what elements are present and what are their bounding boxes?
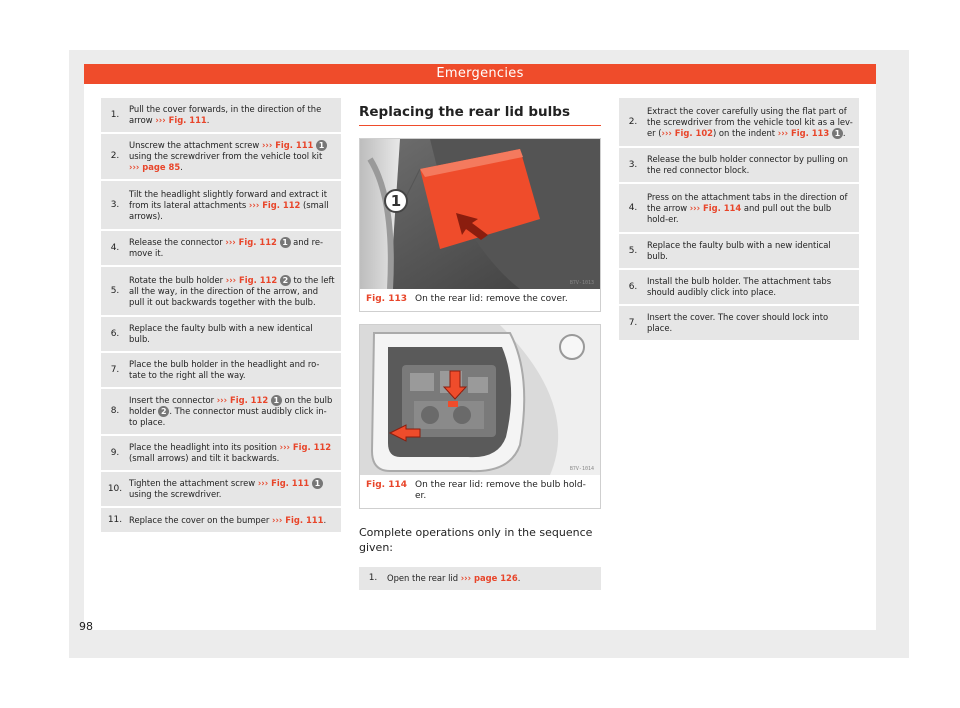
cross-reference-link[interactable]: ››› Fig. 111: [155, 115, 207, 125]
step-row: [101, 181, 341, 231]
step-text: [129, 395, 335, 428]
step-number: 9.: [110, 447, 120, 458]
step-text-part: Insert the connector: [129, 395, 217, 405]
callout-1-marker: 1: [384, 189, 408, 213]
step-text-part: .: [323, 514, 327, 525]
step-number: 6.: [110, 328, 120, 339]
chapter-header: Emergencies: [84, 64, 876, 84]
step-text-part: Release the connector: [129, 237, 226, 247]
step-text: [129, 237, 335, 259]
step-number: 5.: [628, 245, 638, 256]
callout-number-badge: 1: [271, 395, 282, 406]
cross-reference-link[interactable]: ››› Fig. 111: [272, 514, 324, 525]
left-step-list: [101, 98, 341, 534]
step-number: 10.: [107, 483, 123, 494]
step-row: [101, 436, 341, 472]
step-text-part: Unscrew the attachment screw: [129, 140, 262, 150]
step-row: [101, 389, 341, 436]
figure-code: B7V-1014: [569, 466, 594, 472]
step-text-part: Pull the cover forwards, in the direction of the arrow: [129, 104, 322, 125]
figure-114-caption: [360, 475, 600, 508]
right-step-list: [619, 98, 859, 342]
step-number: 4.: [628, 202, 638, 213]
step-text-part: Place the headlight into its position: [129, 442, 280, 452]
step-row: [619, 270, 859, 306]
step-text-part: (small arrows) and tilt it backwards.: [129, 453, 280, 463]
step-number: 1.: [368, 573, 378, 583]
step-number: 2.: [628, 116, 638, 127]
step-text: [129, 140, 335, 173]
cross-reference-link[interactable]: ››› Fig. 113: [777, 127, 830, 138]
step-row: [101, 317, 341, 353]
step-number: 11.: [107, 514, 123, 525]
step-text: [647, 192, 853, 225]
step-row: [101, 353, 341, 389]
figure-114-image: [360, 325, 600, 475]
callout-number-badge: 2: [280, 275, 291, 286]
step-text-part: Insert the cover. The cover should lock into place.: [647, 312, 829, 333]
step-text-part: Place the bulb holder in the headlight and ro-tate to the right all the way.: [129, 359, 320, 380]
step-text-part: Replace the cover on the bumper: [129, 514, 272, 525]
step-text: [647, 312, 853, 334]
step-row: [101, 98, 341, 134]
step-row: [101, 134, 341, 181]
step-row: [101, 508, 341, 534]
step-text-part: Release the bulb holder connector by pulling on the red connector block.: [647, 154, 848, 175]
figure-number: Fig. 114: [366, 480, 408, 490]
figure-114: [359, 324, 601, 509]
callout-number-badge: 1: [832, 128, 843, 139]
caption-text: On the rear lid: remove the bulb hold-er.: [415, 480, 586, 501]
step-text-part: Open the rear lid: [387, 573, 461, 583]
figure-number: Fig. 113: [366, 294, 408, 304]
section-title: Replacing the rear lid bulbs: [359, 98, 601, 126]
step-text-part: Replace the faulty bulb with a new identical bulb.: [647, 240, 831, 261]
step-row: [101, 267, 341, 317]
step-text-end: .: [517, 573, 521, 583]
figure-code: B7V-1013: [569, 280, 594, 286]
step-text-part: Tilt the headlight slightly forward and extract it from its lateral attachments: [129, 188, 328, 210]
right-column: [619, 98, 859, 342]
page-reference-link[interactable]: ››› page 126: [460, 573, 518, 583]
step-number: 5.: [110, 285, 120, 296]
cross-reference-link[interactable]: ››› Fig. 112: [225, 237, 277, 247]
page-number: 98: [79, 620, 93, 633]
step-row: [619, 184, 859, 234]
left-column: [101, 98, 341, 534]
cross-reference-link[interactable]: ››› Fig. 111: [257, 478, 310, 488]
cross-reference-link[interactable]: ››› Fig. 112: [225, 274, 278, 285]
callout-number-badge: 1: [316, 140, 327, 151]
middle-column: [359, 98, 601, 592]
step-text-part: and pull out the bulb hold-er.: [647, 202, 832, 224]
step-row: [101, 472, 341, 508]
step-text-part: Extract the cover carefully using the flat part of the screwdriver from the vehicle tool kit as a lev-er (: [647, 105, 853, 138]
step-text-part: Tighten the attachment screw: [129, 478, 258, 488]
cross-reference-link[interactable]: ››› page 85: [129, 162, 181, 172]
step-row: [619, 98, 859, 148]
step-text: [129, 104, 335, 126]
figure-113-caption: [360, 289, 600, 311]
step-text-part: Replace the faulty bulb with a new identical bulb.: [129, 323, 313, 344]
step-text: [129, 359, 335, 381]
step-text-part: .: [180, 162, 183, 172]
cross-reference-link[interactable]: ››› Fig. 102: [661, 127, 713, 138]
step-text-part: .: [206, 115, 210, 125]
step-text-part: Rotate the bulb holder: [129, 274, 226, 285]
step-text-part: ) on the indent: [712, 127, 778, 138]
step-text-part: using the screwdriver.: [129, 489, 222, 499]
step-text: [647, 154, 853, 176]
step-row: [619, 234, 859, 270]
sequence-note: Complete operations only in the sequence given:: [359, 526, 593, 554]
step-text-part: . The connector must audibly click in-to place.: [129, 406, 327, 427]
figure-113-image: [360, 139, 600, 289]
bulb-holder-illustration: [360, 325, 600, 475]
step-text: [387, 573, 595, 584]
step-text-part: Press on the attachment tabs in the direction of the arrow: [647, 191, 848, 213]
step-number: 2.: [110, 151, 120, 161]
step-row: [619, 306, 859, 342]
step-row: [619, 148, 859, 184]
step-row: [101, 231, 341, 267]
cross-reference-link[interactable]: ››› Fig. 112: [216, 395, 269, 405]
step-text: [129, 478, 335, 500]
step-text: [129, 442, 335, 464]
step-number: 3.: [628, 159, 638, 170]
step-text-part: .: [842, 127, 846, 138]
step-text: [647, 276, 853, 298]
step-number: 7.: [628, 317, 638, 328]
cross-reference-link[interactable]: ››› Fig. 114: [689, 202, 742, 213]
step-text-part: on the bulb holder: [129, 395, 333, 416]
step-number: 4.: [110, 242, 120, 253]
step-number: 7.: [110, 364, 120, 375]
callout-number-badge: 1: [280, 237, 291, 248]
cross-reference-link[interactable]: ››› Fig. 112: [279, 442, 332, 452]
figure-113: [359, 138, 601, 312]
step-text-part: (small arrows).: [129, 199, 329, 221]
callout-number-badge: 1: [312, 478, 323, 489]
step-text: [647, 106, 853, 139]
step-text-part: using the screwdriver from the vehicle tool kit: [129, 151, 323, 161]
cross-reference-link[interactable]: ››› Fig. 112: [248, 199, 301, 210]
step-number: 1.: [110, 109, 120, 120]
step-text: [129, 515, 335, 526]
rear-lid-cover-illustration: [360, 139, 600, 289]
step-text-part: and re-move it.: [129, 237, 324, 258]
step-number: 6.: [628, 281, 638, 292]
step-text: [647, 240, 853, 262]
cross-reference-link[interactable]: ››› Fig. 111: [261, 140, 314, 150]
step-text-part: to the left all the way, in the direction of the arrow, and pull it out backwards together with the bulb.: [129, 274, 335, 307]
middle-step-1: [359, 567, 601, 592]
callout-number-badge: 2: [158, 406, 169, 417]
caption-text: On the rear lid: remove the cover.: [415, 294, 568, 304]
step-text-part: Install the bulb holder. The attachment tabs should audibly click into place.: [647, 276, 832, 297]
step-text: [129, 189, 335, 222]
step-text: [129, 323, 335, 345]
step-number: 3.: [110, 199, 120, 210]
step-text: [129, 275, 335, 308]
step-number: 8.: [110, 406, 120, 416]
